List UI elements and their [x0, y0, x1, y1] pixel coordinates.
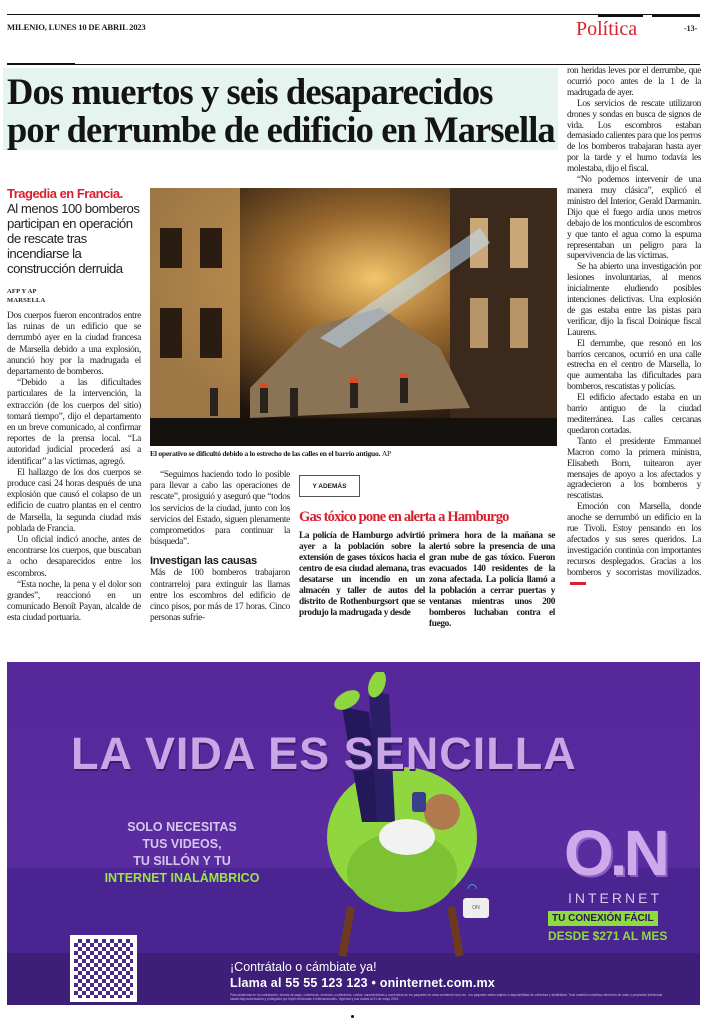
ad-tagline: TU CONEXIÓN FÁCIL [548, 911, 658, 926]
byline-agency: AFP Y AP [7, 288, 37, 295]
sidebar-text-column: La policía de Hamburgo advirtió ayer a la población sobre la extensión de gases tóxicos hacia el centro de esa ciudad alemana, tras desatarse un incendio en un almacén y taller de autos del distrito de Rothenburgsort que se produjo la madrugada y desde [299, 531, 425, 618]
photo-credit: AP [381, 449, 392, 458]
dateline: MARSELLA [7, 296, 46, 304]
top-rule-accent [652, 14, 700, 17]
paragraph: El edificio afectado estaba en un barrio antiguo de la ciudad mediterránea. Las calles cercanas quedaron cortadas. [567, 393, 701, 436]
paragraph: El derrumbe, que resonó en los barrios cercanos, ocurrió en una calle estrecha en el centro de Marsella, lo que aumentaba las dificultades para bomberos, rescatistas y policías. [567, 338, 701, 393]
paragraph: El hallazgo de los dos cuerpos se produce casi 24 horas después de una explosión que causó el colapso de un edificio de cuatro plantas en el centro de Marsella, la segunda ciudad más poblada de Francia. [7, 467, 141, 534]
paragraph: Más de 100 bomberos trabajaron contrarreloj para extinguir las llamas entre los escombros del edificio de cinco pisos, por más de 17 horas. Cinco personas sufrie- [150, 568, 290, 624]
paragraph: Dos cuerpos fueron encontrados entre las ruinas de un edificio que se derrumbó ayer en la ciudad francesa de Marsella debido a una explosión, anunció hoy por la madrugada el departamento de bomberos. [7, 311, 141, 378]
sidebar-text-column: primera hora de la mañana se alertó sobre la presencia de una gran nube de gas tóxico. Fueron evacuados 140 residentes de la zona afectada. La policía llamó a la población a cerrar puertas y ventanas mientras unos 200 bomberos luchaban contra el fuego. [429, 531, 555, 629]
paragraph [567, 502, 701, 589]
top-rule [7, 14, 700, 15]
article-column-1 [7, 311, 141, 625]
ad-line: TUS VIDEOS, [142, 837, 222, 851]
paragraph: ron heridas leves por el derrumbe, que ocurrió poco antes de la 1 de la madrugada de ayer. [567, 66, 701, 98]
kicker-block [7, 186, 141, 276]
subhead: Al menos 100 bomberos participan en operación de rescate tras incendiarse la construcción derruida [7, 201, 140, 276]
paragraph: Los servicios de rescate utilizaron drones y sondas en busca de signos de vida. Los escombros estaban demasiado calientes para que los perros de los bomberos trabajaran hasta ayer por la tarde y el humo todavía les molestaba, dijo el fiscal. [567, 98, 701, 175]
woman-in-armchair-illustration [307, 672, 507, 962]
headline-line: por derrumbe de edificio en Marsella [7, 109, 555, 150]
paragraph: Un oficial indicó anoche, antes de encontrarse los cuerpos, que buscaban a ocho desaparecidos entre los escombros. [7, 535, 141, 579]
headline [7, 73, 558, 149]
paragraph: “No podemos intervenir de una manera muy clásica”, explicó el ministro del Interior, Gerald Darmanin. Dijo que el fuego ardía unos metros debajo de los montículos de escombros y que tanto el agua como la espuma representaban un peligro para la supervivencia de las víctimas. [567, 175, 701, 262]
folio: MILENIO, LUNES 10 DE ABRIL 2023 [7, 22, 146, 32]
caption-text: El operativo se dificultó debido a lo estrecho de las calles en el barrio antiguo. [150, 449, 381, 458]
advertisement[interactable] [7, 662, 700, 1005]
paragraph: “Seguimos haciendo todo lo posible para llevar a cabo las operaciones de rescate”, prosiguió y aseguró que “todos los servicios de la ciudad, junto con los servicios del Estado, siguen plenamente comprometidos para continuar la búsqueda”. [150, 470, 290, 548]
qr-code[interactable] [70, 935, 137, 1002]
paragraph-text: Emoción con Marsella, donde anoche se derrumbó un edificio en la rue Tivoli. Estoy pensando en los afectados y sus seres queridos. La investigación continúa con importantes recursos desplegados. Gracias a los bomberos y socorristas movilizados. [567, 502, 701, 578]
section-name: Política [576, 18, 638, 40]
logo-subtitle: INTERNET [568, 890, 662, 906]
registration-dot [351, 1015, 354, 1018]
kicker: Tragedia en Francia. [7, 186, 123, 201]
ad-cta: ¡Contrátalo o cámbiate ya! [230, 960, 377, 974]
router-icon [463, 898, 489, 918]
left-column [7, 186, 141, 625]
photo-illustration [150, 188, 557, 446]
ad-copy [92, 819, 272, 887]
sidebar-title: Gas tóxico pone en alerta a Hamburgo [299, 509, 509, 525]
sidebar-label: Y ADEMÁS [299, 475, 360, 497]
paragraph: “Debido a las dificultades particulares de la intervención, la extracción (de los cuerpos del sitio) tomará tiempo”, dijo el departamento en un breve comunicado, al confirmar reportes de la prensa local. “La autoridad judicial procederá así a identificar” a las víctimas, agregó. [7, 378, 141, 467]
ad-line: TU SILLÓN Y TU [133, 854, 231, 868]
ad-line: SOLO NECESITAS [127, 820, 237, 834]
article-column-2 [150, 470, 290, 624]
article-column-4 [567, 66, 701, 590]
ad-title: LA VIDA ES SENCILLA [71, 728, 577, 779]
ad-contact[interactable]: Llama al 55 55 123 123 • oninternet.com.mx [230, 976, 495, 990]
headline-line: Dos muertos y seis desaparecidos [7, 71, 493, 112]
paragraph: “Esta noche, la pena y el dolor son grandes”, reaccionó en un comunicado Benoît Payan, alcalde de esta ciudad portuaria. [7, 579, 141, 624]
on-internet-logo: O.N [564, 817, 666, 889]
end-mark [570, 582, 586, 585]
paragraph: Tanto el presidente Emmanuel Macron como la primera ministra, Elisabeth Born, tuitearon ayer mensajes de apoyo a los afectados y agradecieron a los bomberos y rescatistas. [567, 436, 701, 502]
ad-line-highlight: INTERNET INALÁMBRICO [104, 871, 260, 885]
headline-rule [7, 64, 700, 65]
ad-fine-print: Para asistencia en la contratación, formas de pago, coberturas, servicios, condiciones, costos, características y contenidos de los paquetes en www.oninternet.com.mx. Los paquetes están sujetos a disponibilidad de cobertura y factibilidad. Todo material constituye derechos de autor y propiedad intelectual usada bajo autorización y protegidos por leyes mexicanas e internacionales. Vigencia y sus costos al 31 de mayo 2023. [230, 993, 663, 1001]
photo-caption [150, 449, 557, 458]
headline-rule-accent [7, 63, 75, 65]
page-number: -13- [684, 24, 698, 33]
top-rule-accent [598, 14, 643, 17]
byline [7, 288, 141, 305]
wifi-icon: ◠ [467, 881, 478, 895]
subheading: Investigan las causas [150, 555, 257, 568]
article-photo [150, 188, 557, 446]
qr-pattern [74, 939, 133, 998]
paragraph: Se ha abierto una investigación por lesiones involuntarias, al menos inicialmente eludiendo posibles intenciones delictivas. Una explosión de gas estaba entre las pistas para verificar, dijo la fiscal Doinique fiscal Laurens. [567, 262, 701, 338]
ad-price: DESDE $271 AL MES [548, 929, 668, 943]
router-label: ON [472, 905, 480, 911]
